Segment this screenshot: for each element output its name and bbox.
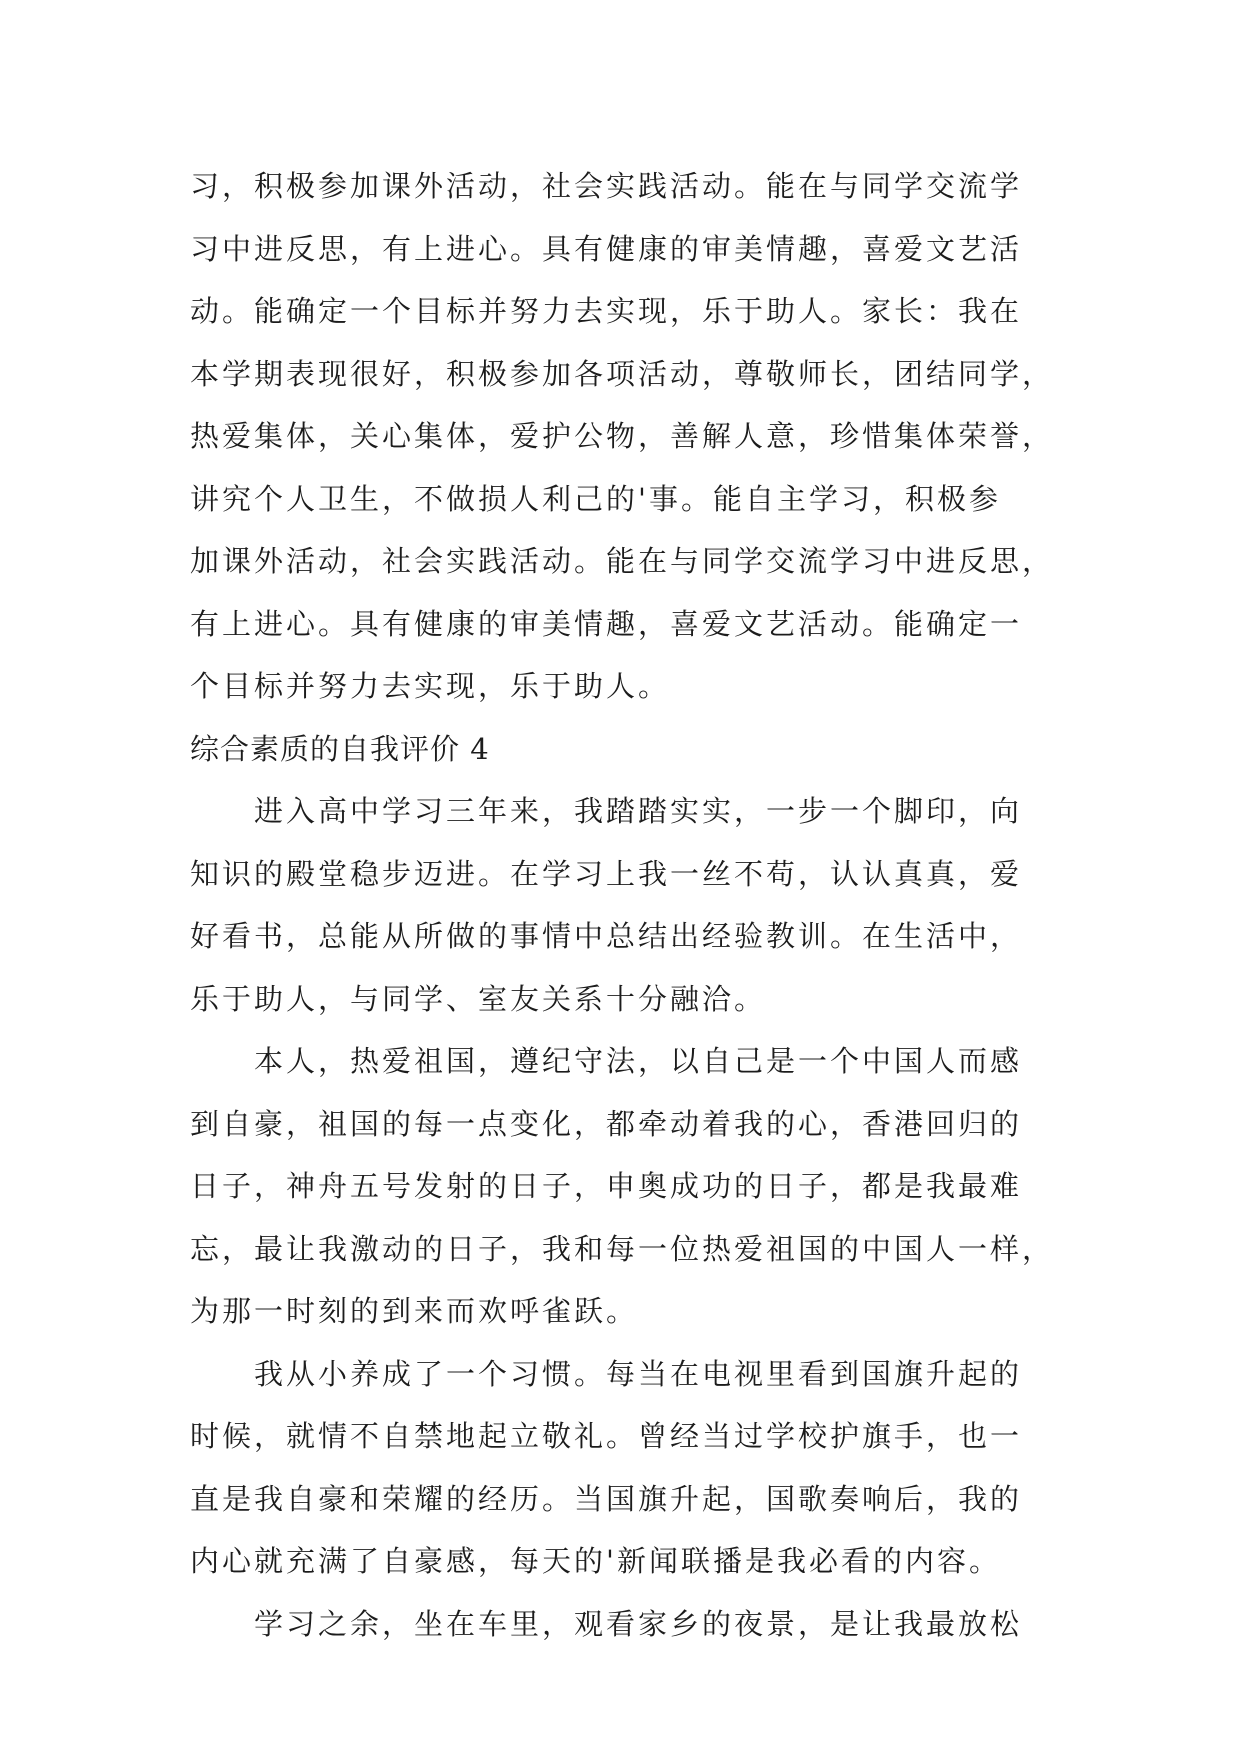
text-line: 我从小养成了一个习惯。每当在电视里看到国旗升起的 — [254, 1356, 1023, 1391]
text-line: 时候，就情不自禁地起立敬礼。曾经当过学校护旗手，也一 — [190, 1419, 1023, 1453]
text-line: 习中进反思，有上进心。具有健康的审美情趣，喜爱文艺活 — [190, 231, 1023, 266]
text-line: 本学期表现很好，积极参加各项活动，尊敬师长，团结同学， — [190, 356, 1055, 391]
text-line: 为那一时刻的到来而欢呼雀跃。 — [190, 1294, 639, 1328]
text-line: 本人，热爱祖国，遵纪守法，以自己是一个中国人而感 — [254, 1044, 1023, 1078]
text-line: 有上进心。具有健康的审美情趣，喜爱文艺活动。能确定一 — [190, 606, 1023, 641]
text-line: 个目标并努力去实现，乐于助人。 — [190, 669, 671, 703]
paragraph-3 — [190, 1343, 1060, 1593]
section-title: 综合素质的自我评价 4 — [190, 731, 490, 766]
text-line: 乐于助人，与同学、室友关系十分融洽。 — [190, 981, 767, 1016]
text-line: 直是我自豪和荣耀的经历。当国旗升起，国歌奏响后，我的 — [190, 1481, 1023, 1516]
paragraph-2 — [190, 1030, 1060, 1343]
document-body — [190, 155, 1060, 1655]
continued-paragraph — [190, 155, 1060, 718]
text-line: 到自豪，祖国的每一点变化，都牵动着我的心，香港回归的 — [190, 1106, 1023, 1141]
text-line: 好看书，总能从所做的事情中总结出经验教训。在生活中， — [190, 919, 1023, 953]
text-line: 加课外活动，社会实践活动。能在与同学交流学习中进反思， — [190, 544, 1055, 578]
text-line: 热爱集体，关心集体，爱护公物，善解人意，珍惜集体荣誉， — [190, 419, 1055, 453]
text-line: 日子，神舟五号发射的日子，申奥成功的日子，都是我最难 — [190, 1169, 1023, 1203]
text-line: 忘，最让我激动的日子，我和每一位热爱祖国的中国人一样， — [190, 1231, 1055, 1266]
text-line: 知识的殿堂稳步迈进。在学习上我一丝不苟，认认真真，爱 — [190, 856, 1023, 891]
text-line: 学习之余，坐在车里，观看家乡的夜景，是让我最放松 — [254, 1606, 1023, 1641]
text-line: 进入高中学习三年来，我踏踏实实，一步一个脚印，向 — [254, 794, 1023, 828]
text-line: 讲究个人卫生，不做损人利己的'事。能自主学习，积极参 — [190, 481, 1001, 516]
paragraph-1 — [190, 780, 1060, 1030]
text-line: 内心就充满了自豪感，每天的'新闻联播是我必看的内容。 — [190, 1544, 1001, 1578]
paragraph-4 — [190, 1593, 1060, 1656]
text-line: 动。能确定一个目标并努力去实现，乐于助人。家长：我在 — [190, 294, 1023, 328]
text-line: 习，积极参加课外活动，社会实践活动。能在与同学交流学 — [190, 169, 1023, 203]
